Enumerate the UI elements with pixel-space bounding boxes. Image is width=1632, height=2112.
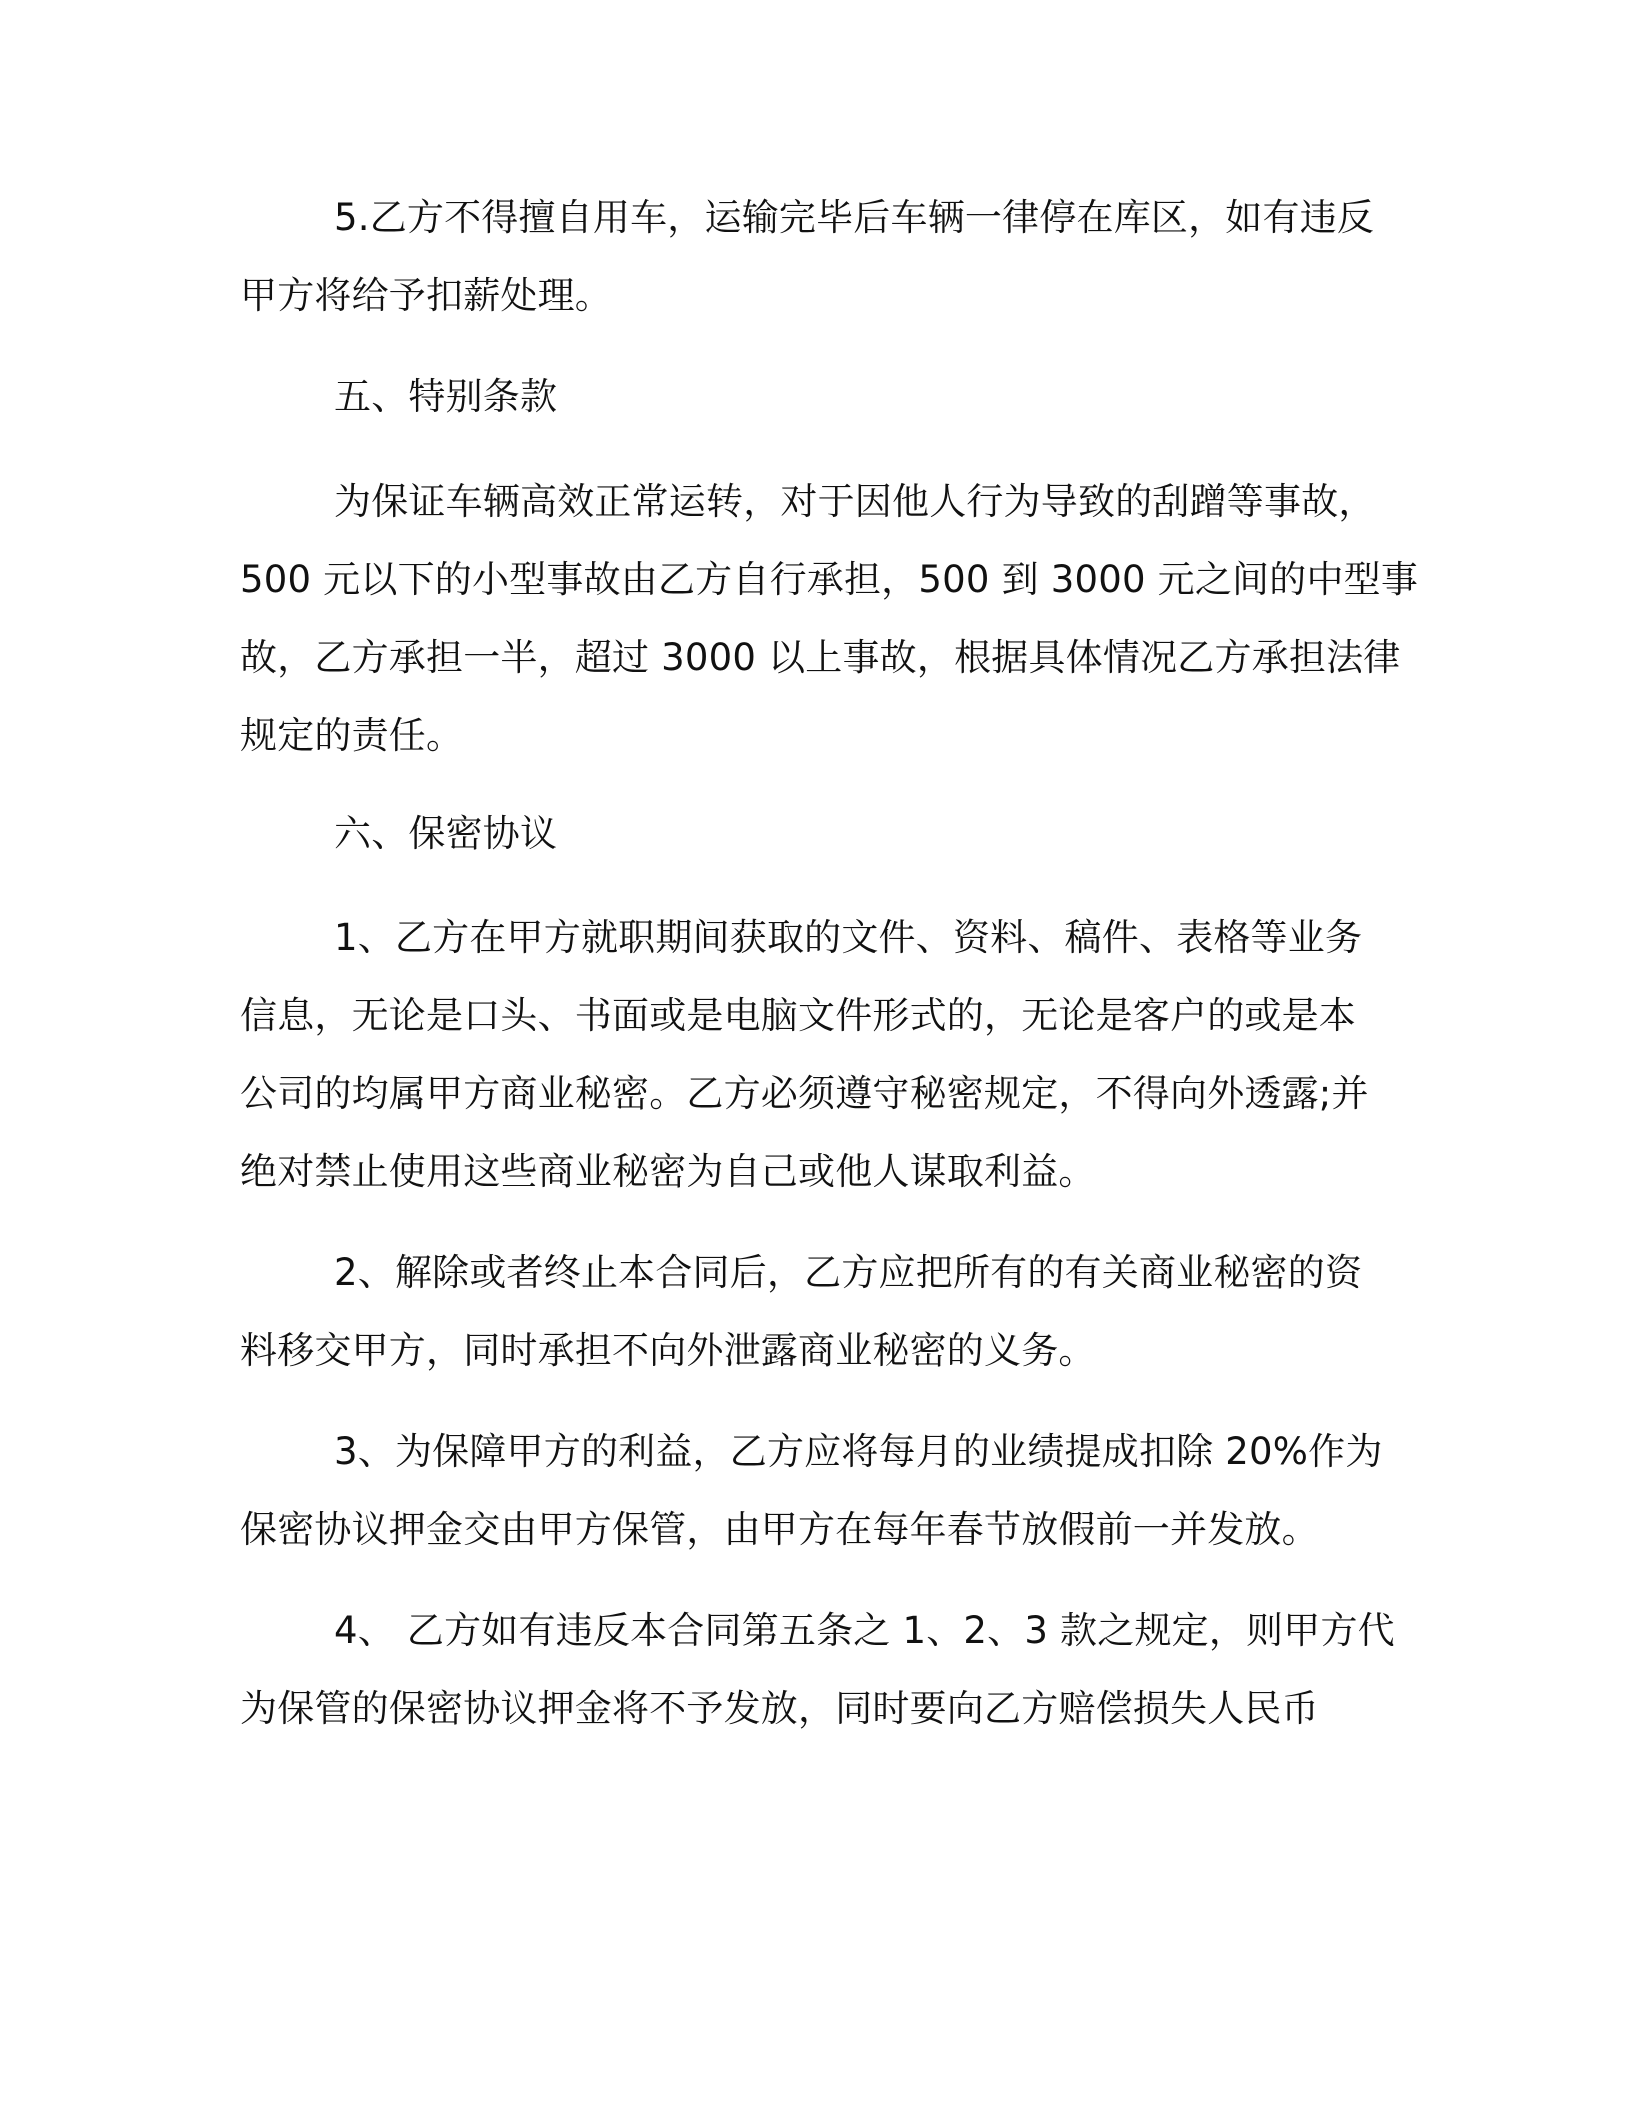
confidential-item-1-line-2: 信息，无论是口头、书面或是电脑文件形式的，无论是客户的或是本: [240, 994, 1356, 1037]
special-terms-line-3: 故，乙方承担一半，超过 3000 以上事故，根据具体情况乙方承担法律: [240, 636, 1401, 679]
confidential-item-1-line-4: 绝对禁止使用这些商业秘密为自己或他人谋取利益。: [240, 1150, 1096, 1193]
confidential-item-4-line-2: 为保管的保密协议押金将不予发放，同时要向乙方赔偿损失人民币: [240, 1687, 1319, 1730]
special-terms-line-2: 500 元以下的小型事故由乙方自行承担，500 到 3000 元之间的中型事: [240, 558, 1419, 601]
confidential-item-4-line-1: 4、 乙方如有违反本合同第五条之 1、2、3 款之规定，则甲方代: [334, 1609, 1395, 1652]
confidential-item-3-line-2: 保密协议押金交由甲方保管，由甲方在每年春节放假前一并发放。: [240, 1508, 1319, 1551]
confidential-item-1-line-3: 公司的均属甲方商业秘密。乙方必须遵守秘密规定，不得向外透露;并: [240, 1072, 1369, 1115]
confidential-item-1-line-1: 1、乙方在甲方就职期间获取的文件、资料、稿件、表格等业务: [334, 916, 1363, 959]
section-heading-special-terms: 五、特别条款: [334, 375, 558, 418]
confidential-item-3-line-1: 3、为保障甲方的利益，乙方应将每月的业绩提成扣除 20%作为: [334, 1430, 1383, 1473]
special-terms-line-4: 规定的责任。: [240, 714, 464, 757]
confidential-item-2-line-2: 料移交甲方，同时承担不向外泄露商业秘密的义务。: [240, 1329, 1096, 1372]
confidential-item-2-line-1: 2、解除或者终止本合同后，乙方应把所有的有关商业秘密的资: [334, 1251, 1363, 1294]
special-terms-line-1: 为保证车辆高效正常运转，对于因他人行为导致的刮蹭等事故，: [334, 480, 1376, 523]
clause-5-5-line-1: 5.乙方不得擅自用车，运输完毕后车辆一律停在库区，如有违反: [334, 196, 1375, 239]
section-heading-confidentiality: 六、保密协议: [334, 812, 558, 855]
clause-5-5-line-2: 甲方将给予扣薪处理。: [240, 274, 612, 317]
